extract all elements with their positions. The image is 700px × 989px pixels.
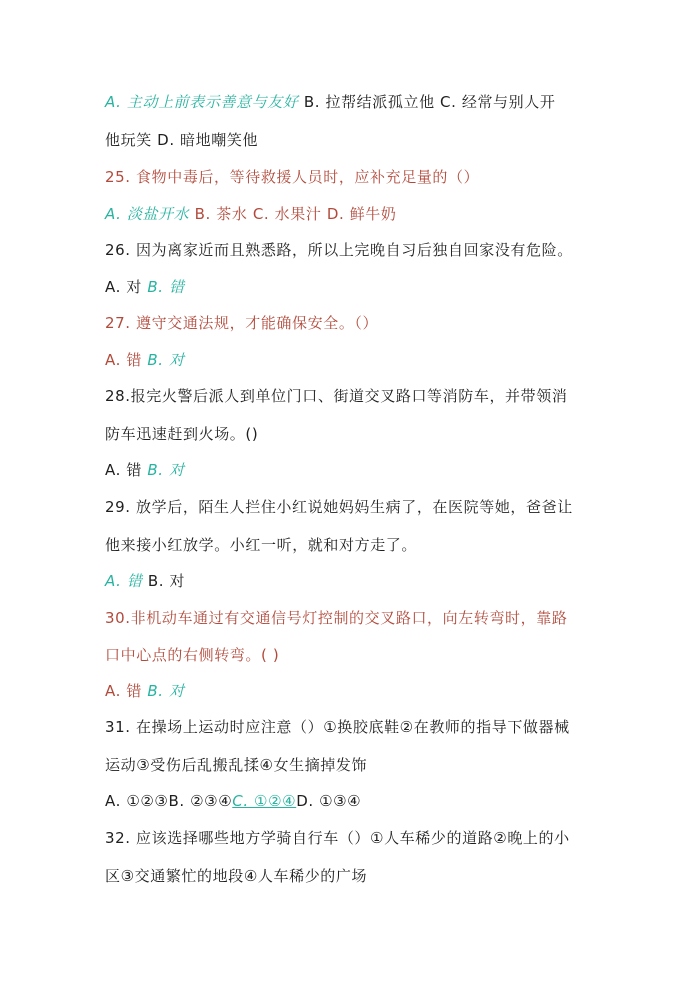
text-segment: 防车迅速赶到火场。() bbox=[105, 425, 259, 443]
text-segment: B. 错 bbox=[147, 278, 185, 296]
text-line bbox=[105, 791, 605, 811]
text-line bbox=[105, 535, 605, 555]
text-line bbox=[105, 755, 605, 775]
text-line bbox=[105, 350, 605, 370]
text-line bbox=[105, 608, 605, 628]
text-segment: 32. 应该选择哪些地方学骑自行车（）①人车稀少的道路②晚上的小 bbox=[105, 829, 570, 847]
text-segment: A. 错 bbox=[105, 572, 143, 590]
text-line bbox=[105, 571, 605, 591]
text-segment: A. 对 bbox=[105, 278, 148, 296]
text-line bbox=[105, 497, 605, 517]
text-line bbox=[105, 130, 605, 150]
text-line bbox=[105, 313, 605, 333]
text-segment: B. 拉帮结派孤立他 C. 经常与别人开 bbox=[298, 93, 556, 111]
text-segment: A. 错 bbox=[105, 461, 148, 479]
text-segment: B. 对 bbox=[147, 682, 185, 700]
text-segment: A. 错 bbox=[105, 682, 148, 700]
text-segment: C. ①②④ bbox=[232, 792, 297, 810]
text-segment: A. 淡盐开水 bbox=[105, 205, 190, 223]
text-segment: B. 对 bbox=[147, 461, 185, 479]
text-segment: 区③交通繁忙的地段④人车稀少的广场 bbox=[105, 867, 368, 885]
text-segment: D. ①③④ bbox=[296, 792, 362, 810]
text-segment: B. 茶水 C. 水果汁 D. 鲜牛奶 bbox=[189, 205, 397, 223]
text-segment: A. 错 bbox=[105, 351, 148, 369]
text-segment: 他来接小红放学。小红一听，就和对方走了。 bbox=[105, 536, 418, 554]
text-line bbox=[105, 717, 605, 737]
text-segment: 口中心点的右侧转弯。( ) bbox=[105, 646, 280, 664]
text-segment: A. ①②③B. ②③④ bbox=[105, 792, 233, 810]
text-line bbox=[105, 386, 605, 406]
text-segment: 28.报完火警后派人到单位门口、街道交叉路口等消防车，并带领消 bbox=[105, 387, 568, 405]
text-segment: B. 对 bbox=[147, 351, 185, 369]
text-line bbox=[105, 240, 605, 260]
text-line bbox=[105, 866, 605, 886]
text-segment: 29. 放学后，陌生人拦住小红说她妈妈生病了，在医院等她，爸爸让 bbox=[105, 498, 573, 516]
text-segment: 30.非机动车通过有交通信号灯控制的交叉路口，向左转弯时，靠路 bbox=[105, 609, 568, 627]
text-line bbox=[105, 92, 605, 112]
text-segment: A. 主动上前表示善意与友好 bbox=[105, 93, 299, 111]
text-line bbox=[105, 681, 605, 701]
text-segment: 26. 因为离家近而且熟悉路，所以上完晚自习后独自回家没有危险。 bbox=[105, 241, 573, 259]
text-segment: 他玩笑 D. 暗地嘲笑他 bbox=[105, 131, 259, 149]
text-line bbox=[105, 424, 605, 444]
text-segment: B. 对 bbox=[142, 572, 186, 590]
text-segment: 运动③受伤后乱搬乱揉④女生摘掉发饰 bbox=[105, 756, 368, 774]
text-line bbox=[105, 167, 605, 187]
text-line bbox=[105, 204, 605, 224]
text-line bbox=[105, 460, 605, 480]
text-segment: 27. 遵守交通法规，才能确保安全。（） bbox=[105, 314, 379, 332]
text-line bbox=[105, 828, 605, 848]
text-line bbox=[105, 277, 605, 297]
text-segment: 31. 在操场上运动时应注意（）①换胶底鞋②在教师的指导下做器械 bbox=[105, 718, 570, 736]
text-line bbox=[105, 645, 605, 665]
text-segment: 25. 食物中毒后，等待救援人员时，应补充足量的（） bbox=[105, 168, 480, 186]
